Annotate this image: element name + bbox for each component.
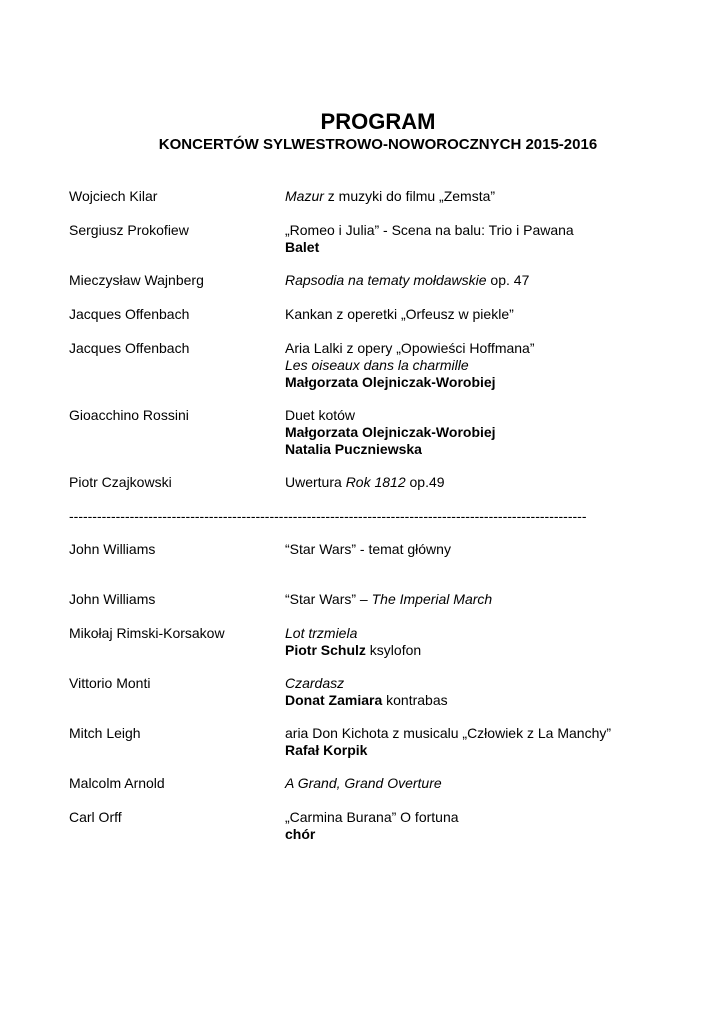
work-text: Duet kotów [285, 407, 356, 423]
composer-name: John Williams [69, 591, 156, 607]
work-details [285, 306, 675, 323]
composer-name: Malcolm Arnold [69, 775, 165, 791]
composer-name: Vittorio Monti [69, 675, 151, 691]
work-text: aria Don Kichota z musicalu „Człowiek z La Manchy” [285, 725, 612, 741]
work-details [285, 725, 675, 759]
title-text: Mazur [285, 188, 324, 204]
title-text: Czardasz [285, 675, 345, 691]
work-text: kontrabas [382, 692, 448, 708]
work-line [285, 826, 675, 843]
composer-name: Jacques Offenbach [69, 340, 190, 356]
work-text: Aria Lalki z opery „Opowieści Hoffmana” [285, 340, 535, 356]
work-line [285, 374, 675, 391]
performer-text: Natalia Puczniewska [285, 441, 422, 457]
work-details [285, 775, 675, 792]
work-line [285, 809, 675, 826]
work-line [285, 642, 675, 659]
performer-text: Rafał Korpik [285, 742, 368, 758]
composer-name: Sergiusz Prokofiew [69, 222, 189, 238]
work-details [285, 625, 675, 659]
work-line [285, 188, 675, 205]
work-line [285, 222, 675, 239]
work-line [285, 357, 675, 374]
work-text: Uwertura [285, 474, 346, 490]
title-text: The Imperial March [371, 591, 493, 607]
performer-text: chór [285, 826, 316, 842]
work-text: ksylofon [365, 642, 422, 658]
work-line [285, 407, 675, 424]
title-text: Lot trzmiela [285, 625, 358, 641]
work-details [285, 340, 675, 391]
page-title: PROGRAM [320, 109, 436, 134]
composer-name: Gioacchino Rossini [69, 407, 189, 423]
composer-name: John Williams [69, 541, 156, 557]
composer-name: Mieczysław Wajnberg [69, 272, 204, 288]
composer-name: Wojciech Kilar [69, 188, 158, 204]
composer-name: Piotr Czajkowski [69, 474, 172, 490]
work-details [285, 591, 675, 608]
work-line [285, 775, 675, 792]
work-text: „Romeo i Julia” - Scena na balu: Trio i Pawana [285, 222, 574, 238]
work-text: z muzyki do filmu „Zemsta” [323, 188, 496, 204]
work-text: „Carmina Burana” O fortuna [285, 809, 459, 825]
work-text: op.49 [405, 474, 445, 490]
work-details [285, 809, 675, 843]
work-line [285, 625, 675, 642]
work-line [285, 742, 675, 759]
work-line [285, 441, 675, 458]
work-line [285, 239, 675, 256]
page-subtitle: KONCERTÓW SYLWESTROWO-NOWOROCZNYCH 2015-2016 [158, 136, 598, 153]
work-line [285, 591, 675, 608]
performer-text: Małgorzata Olejniczak-Worobiej [285, 424, 496, 440]
composer-name: Mikołaj Rimski-Korsakow [69, 625, 225, 641]
performer-text: Balet [285, 239, 320, 255]
work-details [285, 541, 675, 558]
title-text: Rapsodia na tematy mołdawskie [285, 272, 487, 288]
work-details [285, 222, 675, 256]
work-line [285, 692, 675, 709]
work-details [285, 407, 675, 458]
work-line [285, 424, 675, 441]
work-text: Kankan z operetki „Orfeusz w piekle” [285, 306, 514, 322]
title-text: A Grand, Grand Overture [285, 775, 442, 791]
work-line [285, 675, 675, 692]
work-line [285, 474, 675, 491]
title-text: Rok 1812 [345, 474, 406, 490]
performer-text: Małgorzata Olejniczak-Worobiej [285, 374, 496, 390]
work-text: “Star Wars” - temat główny [285, 541, 451, 557]
work-details [285, 474, 675, 491]
work-line [285, 272, 675, 289]
work-line [285, 306, 675, 323]
performer-text: Piotr Schulz [285, 642, 366, 658]
title-text: Les oiseaux dans la charmille [285, 357, 469, 373]
composer-name: Mitch Leigh [69, 725, 141, 741]
work-line [285, 725, 675, 742]
section-separator: --------------------------------------------------------------------------------------------------------------- [69, 508, 587, 524]
work-details [285, 675, 675, 709]
composer-name: Jacques Offenbach [69, 306, 190, 322]
work-text: “Star Wars” – [285, 591, 372, 607]
work-details [285, 272, 675, 289]
performer-text: Donat Zamiara [285, 692, 383, 708]
work-line [285, 541, 675, 558]
work-line [285, 340, 675, 357]
composer-name: Carl Orff [69, 809, 122, 825]
work-details [285, 188, 675, 205]
work-text: op. 47 [486, 272, 530, 288]
